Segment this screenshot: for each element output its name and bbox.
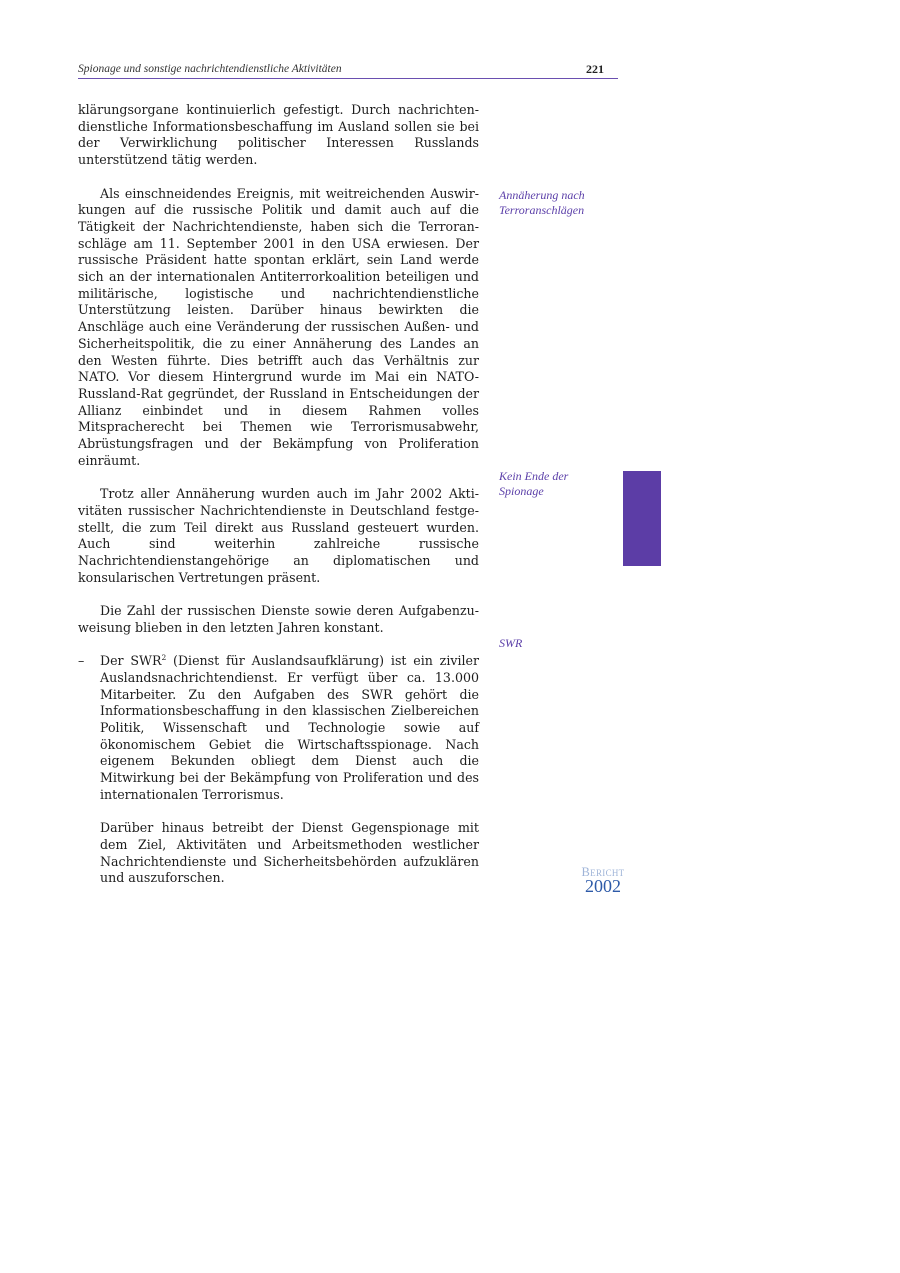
swr-lead: Der SWR [100, 653, 162, 669]
paragraph-espionage-continues: Trotz aller Annäherung wurden auch im Jahr 2002 Aktivitäten russischer Nachrichtendienste in Deutschland festgestellt, die zum Teil direkt aus Russland gesteuert wurden. Auch sind weiterhin zahlreiche russische Nachrichtendienstangehörige an diplomatischen und konsularischen Vertretungen präsent. [78, 486, 479, 585]
paragraph-terror-attacks: Als einschneidendes Ereignis, mit weitreichenden Auswirkungen auf die russische Politik und damit auch auf die Tätigkeit der Nachrichtendienste, haben sich die Terroranschläge am 11. September 2001 in den USA erwiesen. Der russische Präsident hatte spontan erklärt, sein Land werde sich an der internationalen Antiterrorkoalition beteiligen und militärische, logistische und nachrichtendienstliche Unterstützung leisten. Darüber hinaus bewirkten die Anschläge auch eine Veränderung der russischen Außen- und Sicherheitspolitik, die zu einer Annäherung des Landes an den Westen führte. Dies betrifft auch das Verhältnis zur NATO. Vor diesem Hintergrund wurde im Mai ein NATO-Russland-Rat gegründet, der Russland in Entscheidungen der Allianz einbindet und in diesem Rahmen volles Mitspracherecht bei Themen wie Terrorismusabwehr, Abrüstungsfragen und der Bekämpfung von Proliferation einräumt. [78, 185, 479, 468]
paragraph-services-count: Die Zahl der russischen Dienste sowie deren Aufgabenzuweisung blieben in den letzten Jahren konstant. [78, 603, 479, 635]
report-logo [578, 866, 628, 894]
margin-note-swr: SWR [499, 636, 523, 650]
page-number: 221 [586, 62, 604, 76]
footnote-ref: 2 [161, 652, 167, 662]
report-logo-year: 2002 [585, 876, 621, 896]
report-logo-word: Bericht [581, 865, 625, 879]
list-item-swr [78, 653, 479, 887]
running-header [78, 62, 618, 79]
swr-description [100, 653, 479, 803]
margin-note-rapprochement: Annäherung nach Terroranschlägen [499, 188, 585, 217]
swr-counterespionage: Darüber hinaus betreibt der Dienst Gegenspionage mit dem Ziel, Aktivitäten und Arbeitsmethoden westlicher Nachrichtendienste und Sicherheitsbehörden aufzuklären und auszuforschen. [100, 820, 479, 886]
paragraph-continuation: klärungsorgane kontinuierlich gefestigt. Durch nachrichtendienstliche Informationsbeschaffung im Ausland sollen sie bei der Verwirklichung politischer Interessen Russlands unterstützend tätig werden. [78, 102, 479, 168]
chapter-thumb-tab [623, 471, 661, 566]
running-title: Spionage und sonstige nachrichtendienstliche Aktivitäten [78, 63, 342, 75]
swr-body: (Dienst für Auslandsaufklärung) ist ein ziviler Auslandsnachrichtendienst. Er verfügt über ca. 13.000 Mitarbeiter. Zu den Aufgaben des SWR gehört die Informationsbeschaffung in den klassischen Zielbereichen Politik, Wissenschaft und Technologie sowie auf ökonomischem Gebiet die Wirtschaftsspionage. Nach eigenem Bekunden obliegt dem Dienst auch die Mitwirkung bei der Bekämpfung von Proliferation und des internationalen Terrorismus. [100, 653, 479, 802]
margin-note-espionage: Kein Ende der Spionage [499, 469, 569, 498]
list-dash: – [78, 653, 85, 669]
main-text-column [78, 102, 479, 904]
